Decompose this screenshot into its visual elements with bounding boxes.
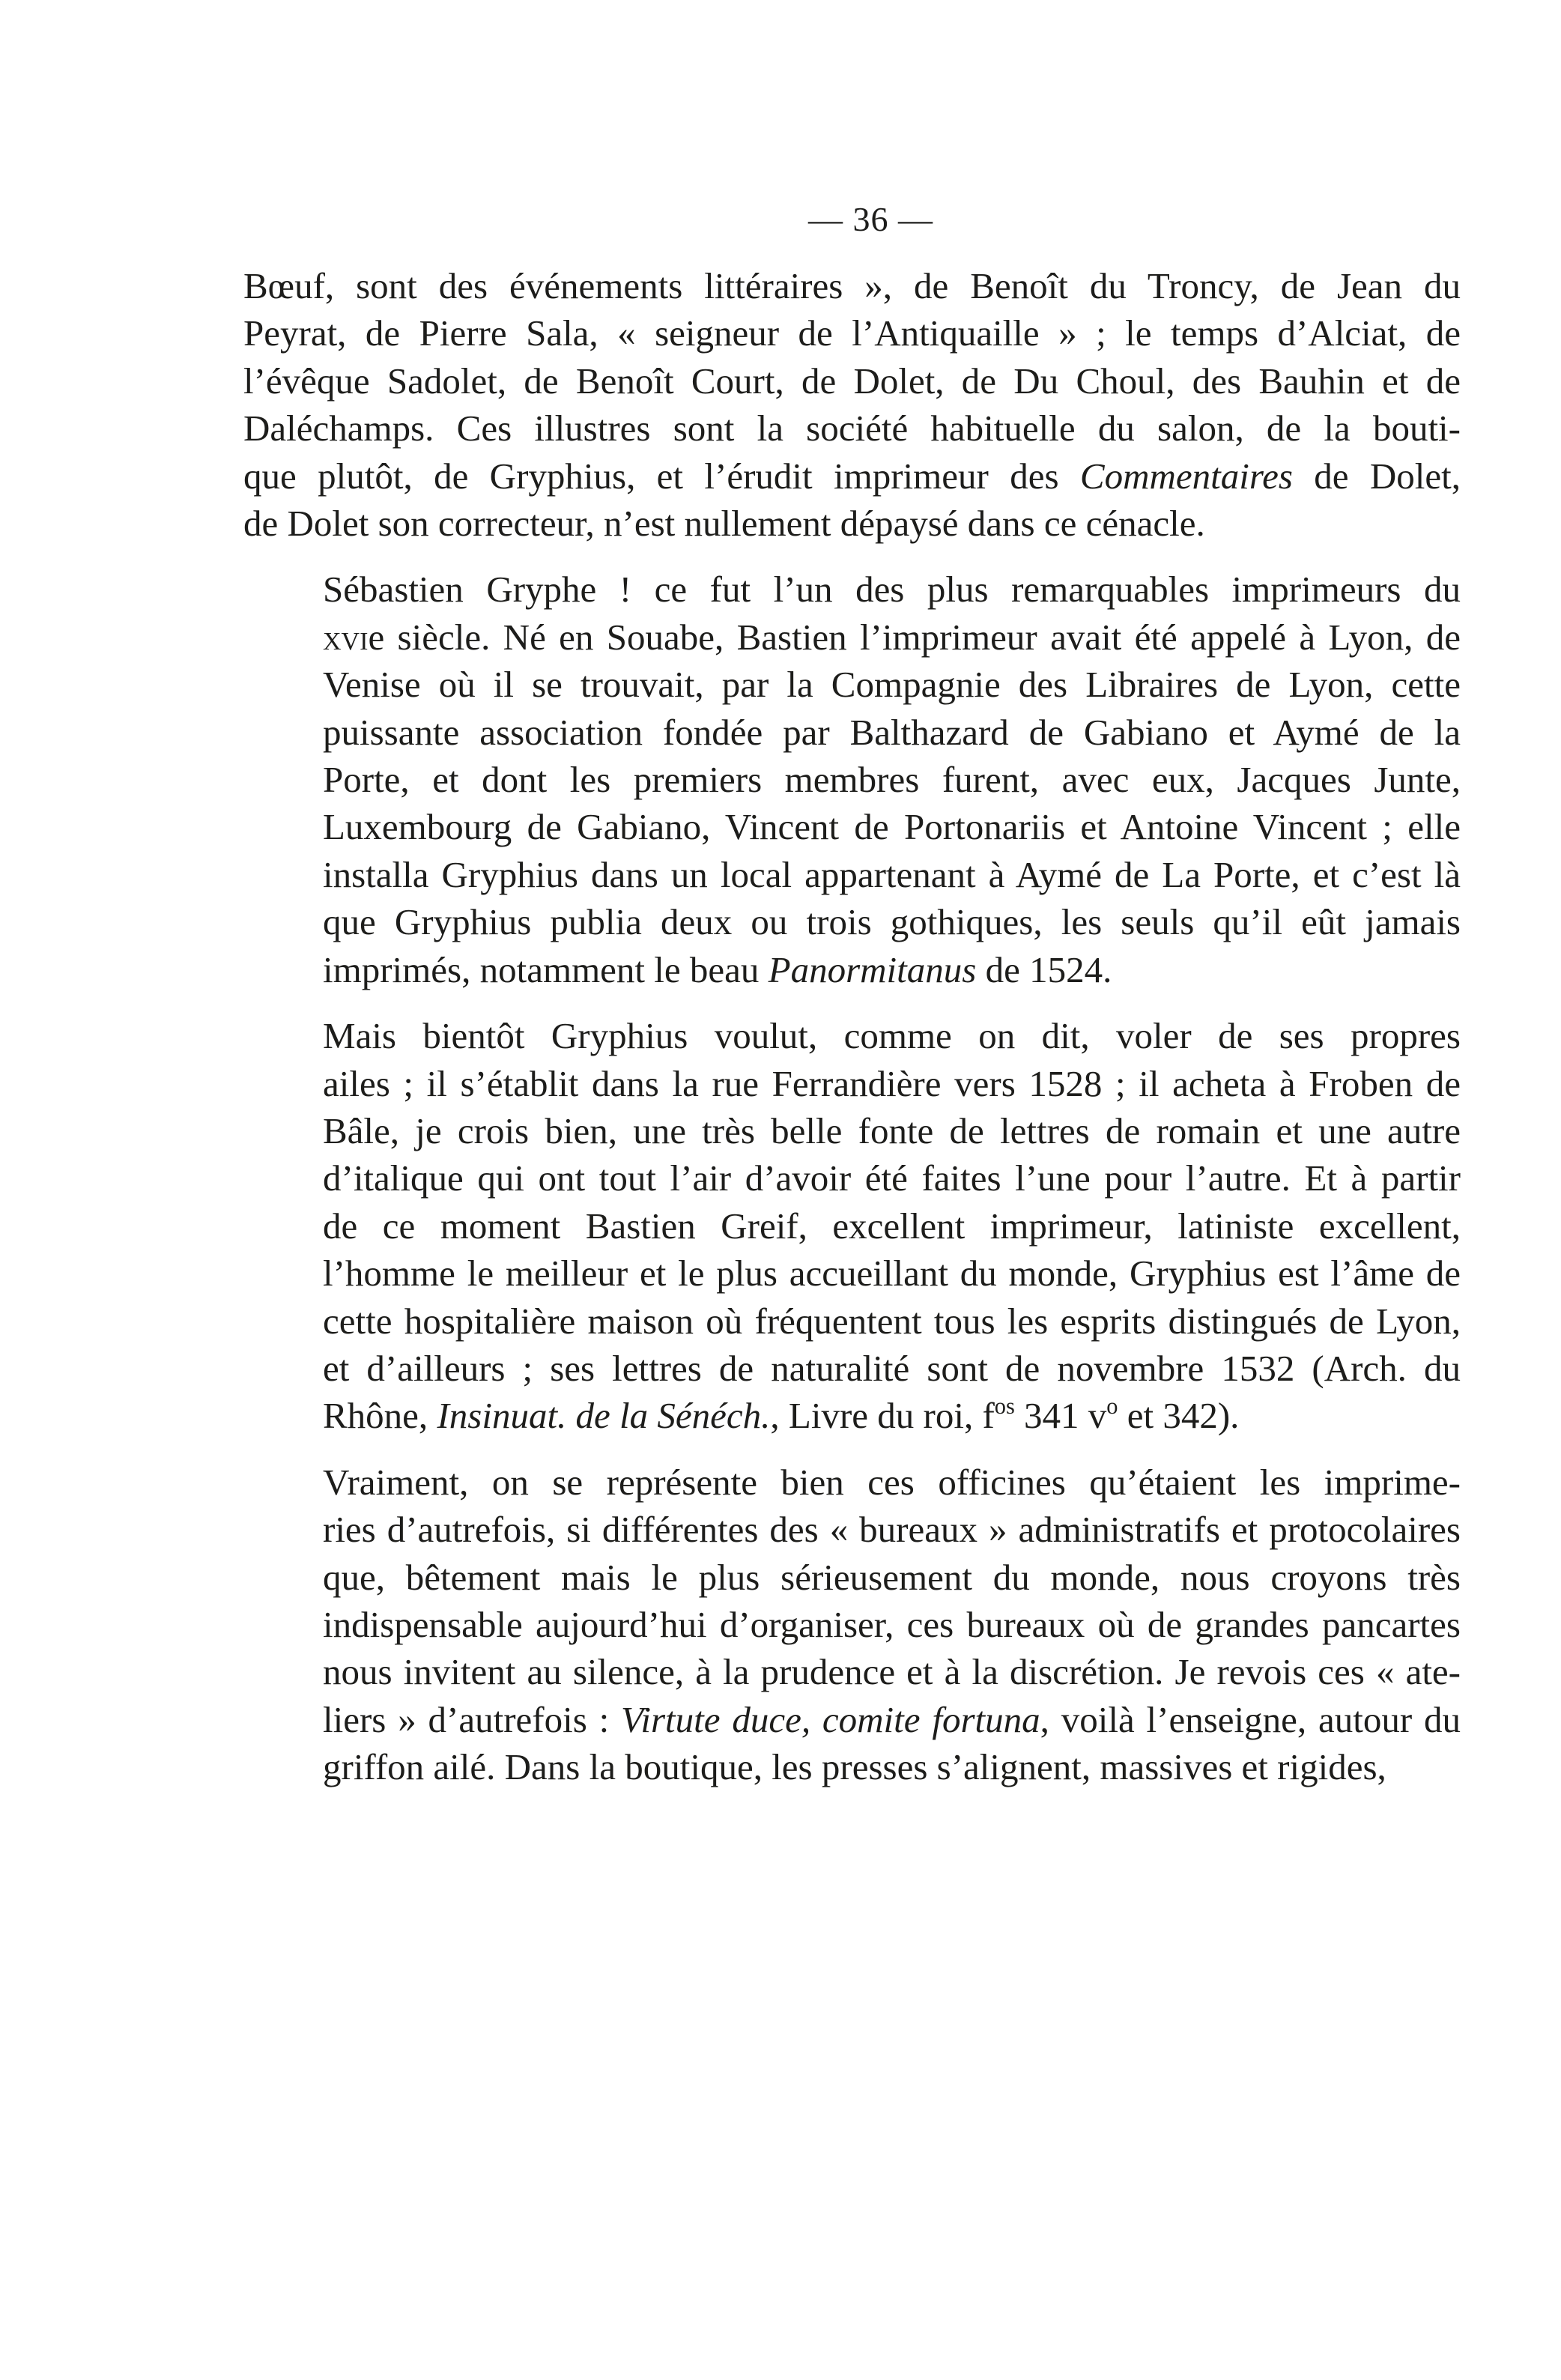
text-line: ries d’autrefois, si différentes des « bureaux » administratifs et protocolaires bbox=[323, 1509, 1461, 1551]
italic-title: Insinuat. de la Sénéch. bbox=[437, 1395, 771, 1437]
text-line: que Gryphius publia deux ou trois gothiques, les seuls qu’il eût jamais bbox=[323, 901, 1461, 943]
text-line: l’évêque Sadolet, de Benoît Court, de Dolet, de Du Choul, des Bauhin et de bbox=[243, 360, 1461, 402]
text-line: ailes ; il s’établit dans la rue Ferrandière vers 1528 ; il acheta à Froben de bbox=[323, 1062, 1461, 1104]
paragraph-1 bbox=[243, 262, 1461, 547]
text-line: que plutôt, de Gryphius, et l’érudit imprimeur des Commentaires de Dolet, bbox=[243, 455, 1461, 497]
superscript: o bbox=[1106, 1393, 1118, 1420]
small-caps-text: xvi bbox=[323, 616, 369, 658]
text-line: Venise où il se trouvait, par la Compagnie des Libraires de Lyon, cette bbox=[323, 664, 1461, 706]
text-line: imprimés, notamment le beau Panormitanus de 1524. bbox=[323, 948, 1112, 990]
text-line: installa Gryphius dans un local appartenant à Aymé de La Porte, et c’est là bbox=[323, 853, 1461, 895]
text-line: Peyrat, de Pierre Sala, « seigneur de l’Antiquaille » ; le temps d’Alciat, de bbox=[243, 312, 1461, 354]
paragraph-3 bbox=[243, 1012, 1461, 1440]
text-line: et d’ailleurs ; ses lettres de naturalité sont de novembre 1532 (Arch. du bbox=[323, 1347, 1461, 1389]
text-line: nous invitent au silence, à la prudence et à la discrétion. Je revois ces « ate- bbox=[323, 1651, 1461, 1693]
text-line: indispensable aujourd’hui d’organiser, ces bureaux où de grandes pancartes bbox=[323, 1603, 1461, 1645]
page-number: — 36 — bbox=[808, 200, 933, 238]
text-line: Luxembourg de Gabiano, Vincent de Portonariis et Antoine Vincent ; elle bbox=[323, 806, 1461, 848]
text-line: que, bêtement mais le plus sérieusement du monde, nous croyons très bbox=[323, 1556, 1461, 1598]
text-line: Sébastien Gryphe ! ce fut l’un des plus remarquables imprimeurs du bbox=[323, 569, 1461, 611]
paragraph-4 bbox=[243, 1459, 1461, 1791]
text-line: Bœuf, sont des événements littéraires », de Benoît du Troncy, de Jean du bbox=[243, 265, 1461, 306]
superscript: os bbox=[994, 1393, 1015, 1420]
text-line: Mais bientôt Gryphius voulut, comme on dit, voler de ses propres bbox=[323, 1015, 1461, 1057]
text-line: xvie siècle. Né en Souabe, Bastien l’imprimeur avait été appelé à Lyon, de bbox=[323, 616, 1461, 658]
text-line: de Dolet son correcteur, n’est nullement dépaysé dans ce cénacle. bbox=[243, 503, 1205, 545]
text-line: Bâle, je crois bien, une très belle fonte de lettres de romain et une autre bbox=[323, 1109, 1461, 1151]
italic-title: Virtute duce, comite fortuna bbox=[621, 1698, 1040, 1740]
text-line: d’italique qui ont tout l’air d’avoir été faites l’une pour l’autre. Et à partir bbox=[323, 1157, 1461, 1199]
text-line: Daléchamps. Ces illustres sont la société habituelle du salon, de la bouti- bbox=[243, 408, 1461, 449]
text-line: Porte, et dont les premiers membres furent, avec eux, Jacques Junte, bbox=[323, 759, 1461, 801]
book-page bbox=[243, 202, 1461, 1791]
text-line: de ce moment Bastien Greif, excellent imprimeur, latiniste excellent, bbox=[323, 1205, 1461, 1247]
text-line: Rhône, Insinuat. de la Sénéch., Livre du roi, $f^{os}$ 341 $v^o$ et 342). bbox=[323, 1393, 1240, 1437]
italic-title: Commentaires bbox=[1079, 455, 1293, 497]
text-line: griffon ailé. Dans la boutique, les presses s’alignent, massives et rigides, bbox=[323, 1746, 1386, 1788]
text-line: cette hospitalière maison où fréquentent tous les esprits distingués de Lyon, bbox=[323, 1300, 1461, 1342]
italic-title: Panormitanus bbox=[768, 948, 977, 990]
text-line: liers » d’autrefois : Virtute duce, comite fortuna, voilà l’enseigne, autour du bbox=[323, 1698, 1461, 1740]
body-text bbox=[243, 262, 1461, 1791]
paragraph-2 bbox=[243, 566, 1461, 993]
text-line: l’homme le meilleur et le plus accueillant du monde, Gryphius est l’âme de bbox=[323, 1253, 1461, 1295]
text-line: puissante association fondée par Balthazard de Gabiano et Aymé de la bbox=[323, 711, 1461, 753]
text-line: Vraiment, on se représente bien ces officines qu’étaient les imprime- bbox=[323, 1461, 1461, 1503]
